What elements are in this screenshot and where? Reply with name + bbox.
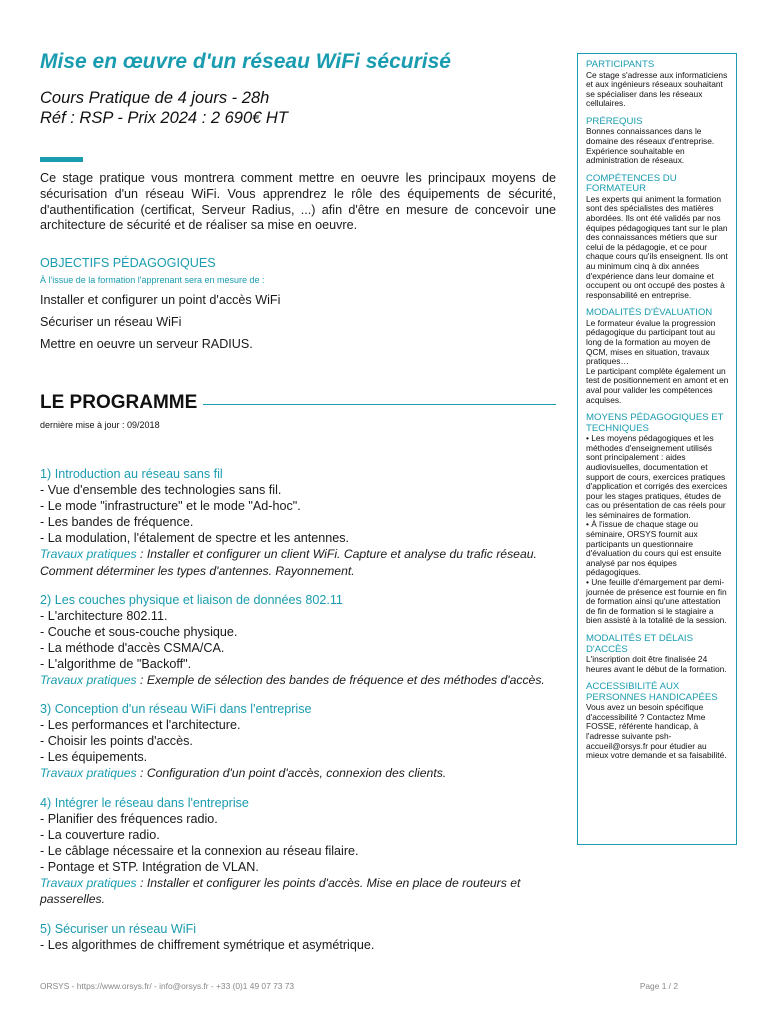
section-item: - Le mode "infrastructure" et le mode "Ad-hoc". [40, 499, 301, 514]
section-item: - Les équipements. [40, 750, 148, 765]
footer-contact[interactable]: ORSYS - https://www.orsys.fr/ - info@orsys.fr - +33 (0)1 49 07 73 73 [40, 981, 295, 991]
section-item: - Pontage et STP. Intégration de VLAN. [40, 859, 259, 874]
section-item: - L'architecture 802.11. [40, 609, 168, 623]
accent-bar [40, 157, 83, 162]
practical-work [40, 672, 556, 688]
section-item: - Les performances et l'architecture. [40, 718, 241, 733]
sidebar-evaluation [586, 308, 730, 405]
sidebar-text: L'inscription doit être finalisée 24 heures avant le début de la formation. [586, 654, 727, 674]
course-reference-price: Réf : RSP - Prix 2024 : 2 690€ HT [40, 109, 288, 127]
practical-work-text: : Installer et configurer un client WiFi. Capture et analyse du trafic réseau. Comment déterminer les types d'antennes. Rayonnement. [40, 547, 537, 578]
objective-item: Installer et configurer un point d'accès WiFi [40, 293, 281, 308]
practical-work-text: : Configuration d'un point d'accès, connexion des clients. [136, 766, 447, 781]
practical-work [40, 875, 556, 908]
programme-sections [40, 466, 556, 952]
page-number: Page 1 / 2 [639, 981, 678, 991]
practical-work-text: : Exemple de sélection des bandes de fréquence et des méthodes d'accès. [136, 673, 545, 687]
programme-title: LE PROGRAMME [40, 392, 198, 414]
practical-work [40, 765, 556, 781]
section-title: 5) Sécuriser un réseau WiFi [40, 921, 197, 936]
sidebar-text: Ce stage s'adresse aux informaticiens et aux ingénieurs réseaux souhaitant se spécialiser dans les réseaux cellulaires. [586, 69, 728, 109]
practical-work-label: Travaux pratiques [40, 875, 137, 890]
sidebar-heading: COMPÉTENCES DU FORMATEUR [586, 172, 677, 195]
intro-paragraph: Ce stage pratique vous montrera comment mettre en oeuvre les principaux moyens de sécurisation d'un réseau WiFi. Vous apprendrez le rôle des équipements de sécurité, d'authentification (certificat, Serveur Radius, ...) afin d'être en mesure de concevoir une architecture de sécurité et de réaliser sa mise en oeuvre. [40, 171, 556, 233]
programme-section [40, 592, 556, 688]
programme-section [40, 466, 556, 579]
sidebar-accessibility [586, 682, 730, 761]
sidebar-text: • Une feuille d'émargement par demi-journée de présence est fournie en fin de formation ainsi qu'une attestation de fin de formation si le stagiaire a bien assisté à la totalité de la session. [586, 577, 727, 626]
course-title: Mise en œuvre d'un réseau WiFi sécurisé [40, 50, 451, 73]
section-item: - La couverture radio. [40, 827, 160, 842]
sidebar-prerequisites [586, 117, 730, 166]
sidebar-heading: MODALITÉS ET DÉLAIS D'ACCÈS [586, 633, 693, 655]
objectives-subheading: À l'issue de la formation l'apprenant sera en mesure de : [40, 275, 265, 286]
programme-section [40, 921, 556, 953]
section-item: - Couche et sous-couche physique. [40, 625, 238, 639]
section-item: - Choisir les points d'accès. [40, 734, 193, 749]
section-item: - Les bandes de fréquence. [40, 515, 194, 530]
programme-header [40, 392, 556, 414]
sidebar-text: Le formateur évalue la progression pédagogique du participant tout au long de la formation au moyen de QCM, mises en situation, travaux pratiques… [586, 317, 716, 367]
sidebar-heading: ACCESSIBILITÉ AUX PERSONNES HANDICAPÉES [586, 681, 718, 703]
section-item: - Le câblage nécessaire et la connexion au réseau filaire. [40, 843, 359, 858]
section-item: - Planifier des fréquences radio. [40, 811, 218, 826]
objectives-heading: OBJECTIFS PÉDAGOGIQUES [40, 256, 216, 271]
section-item: - Vue d'ensemble des technologies sans fil. [40, 483, 282, 498]
section-item: - L'algorithme de "Backoff". [40, 657, 192, 671]
programme-section [40, 701, 556, 781]
sidebar-text: Les experts qui animent la formation sont des spécialistes des matières abordées. Ils ont été validés par nos équipes pédagogiques tant sur le plan des connaissances métiers que sur celui de la pédagogie, et ce pour chaque cours qu'ils enseignent. Ils ont au minimum cinq à dix années d'expérience dans leur domaine et occupent ou ont occupé des postes à responsabilité en entreprise. [586, 193, 728, 300]
practical-work-label: Travaux pratiques [40, 766, 137, 781]
section-item: - La modulation, l'étalement de spectre et les antennes. [40, 531, 350, 546]
objective-item: Sécuriser un réseau WiFi [40, 315, 182, 330]
objective-item: Mettre en oeuvre un serveur RADIUS. [40, 337, 253, 352]
practical-work-text: : Installer et configurer les points d'accès. Mise en place de routeurs et passerelles. [40, 875, 521, 907]
objectives-list [40, 293, 556, 351]
sidebar-text: • Les moyens pédagogiques et les méthodes d'enseignement utilisés sont principalement : aides audiovisuelles, documentation et support de cours, exercices pratiques d'application et corrigés des exercices pour les stages pratiques, études de cas ou présentation de cas réels pour les séminaires de formation. [586, 433, 728, 520]
course-duration: Cours Pratique de 4 jours - 28h [40, 89, 270, 107]
section-title: 1) Introduction au réseau sans fil [40, 467, 223, 482]
practical-work-label: Travaux pratiques [40, 547, 137, 562]
section-title: 2) Les couches physique et liaison de données 802.11 [40, 593, 343, 607]
sidebar-heading: MOYENS PÉDAGOGIQUES ET TECHNIQUES [586, 412, 724, 434]
sidebar-heading: PARTICIPANTS [586, 59, 655, 70]
sidebar-text: Bonnes connaissances dans le domaine des réseaux d'entreprise. Expérience souhaitable en administration de réseaux. [586, 126, 715, 166]
info-sidebar [577, 53, 737, 845]
last-update: dernière mise à jour : 09/2018 [40, 420, 160, 431]
section-item: - La méthode d'accès CSMA/CA. [40, 641, 225, 655]
sidebar-heading: PRÉREQUIS [586, 115, 643, 127]
practical-work [40, 546, 556, 579]
sidebar-participants [586, 60, 730, 109]
sidebar-text: Le participant complète également un test de positionnement en amont et en aval pour valider les compétences acquises. [586, 365, 729, 405]
practical-work-label: Travaux pratiques [40, 673, 137, 687]
sidebar-teaching-means [586, 413, 730, 626]
programme-section [40, 795, 556, 908]
section-title: 4) Intégrer le réseau dans l'entreprise [40, 795, 249, 810]
section-item: - Les algorithmes de chiffrement symétrique et asymétrique. [40, 937, 375, 952]
sidebar-text: Vous avez un besoin spécifique d'accessibilité ? Contactez Mme FOSSE, référente handicap, à l'adresse suivante psh-accueil@orsys.fr pour étudier au mieux votre demande et sa faisabilité. [586, 702, 727, 761]
sidebar-text: • À l'issue de chaque stage ou séminaire, ORSYS fournit aux participants un questionnaire d'évaluation du cours qui est ensuite analysé par nos équipes pédagogiques. [586, 519, 722, 578]
programme-divider [203, 404, 556, 405]
sidebar-access [586, 634, 730, 674]
section-title: 3) Conception d'un réseau WiFi dans l'entreprise [40, 702, 312, 717]
main-content [40, 48, 556, 966]
sidebar-trainer-skills [586, 174, 730, 301]
sidebar-heading: MODALITÉS D'ÉVALUATION [586, 307, 713, 319]
